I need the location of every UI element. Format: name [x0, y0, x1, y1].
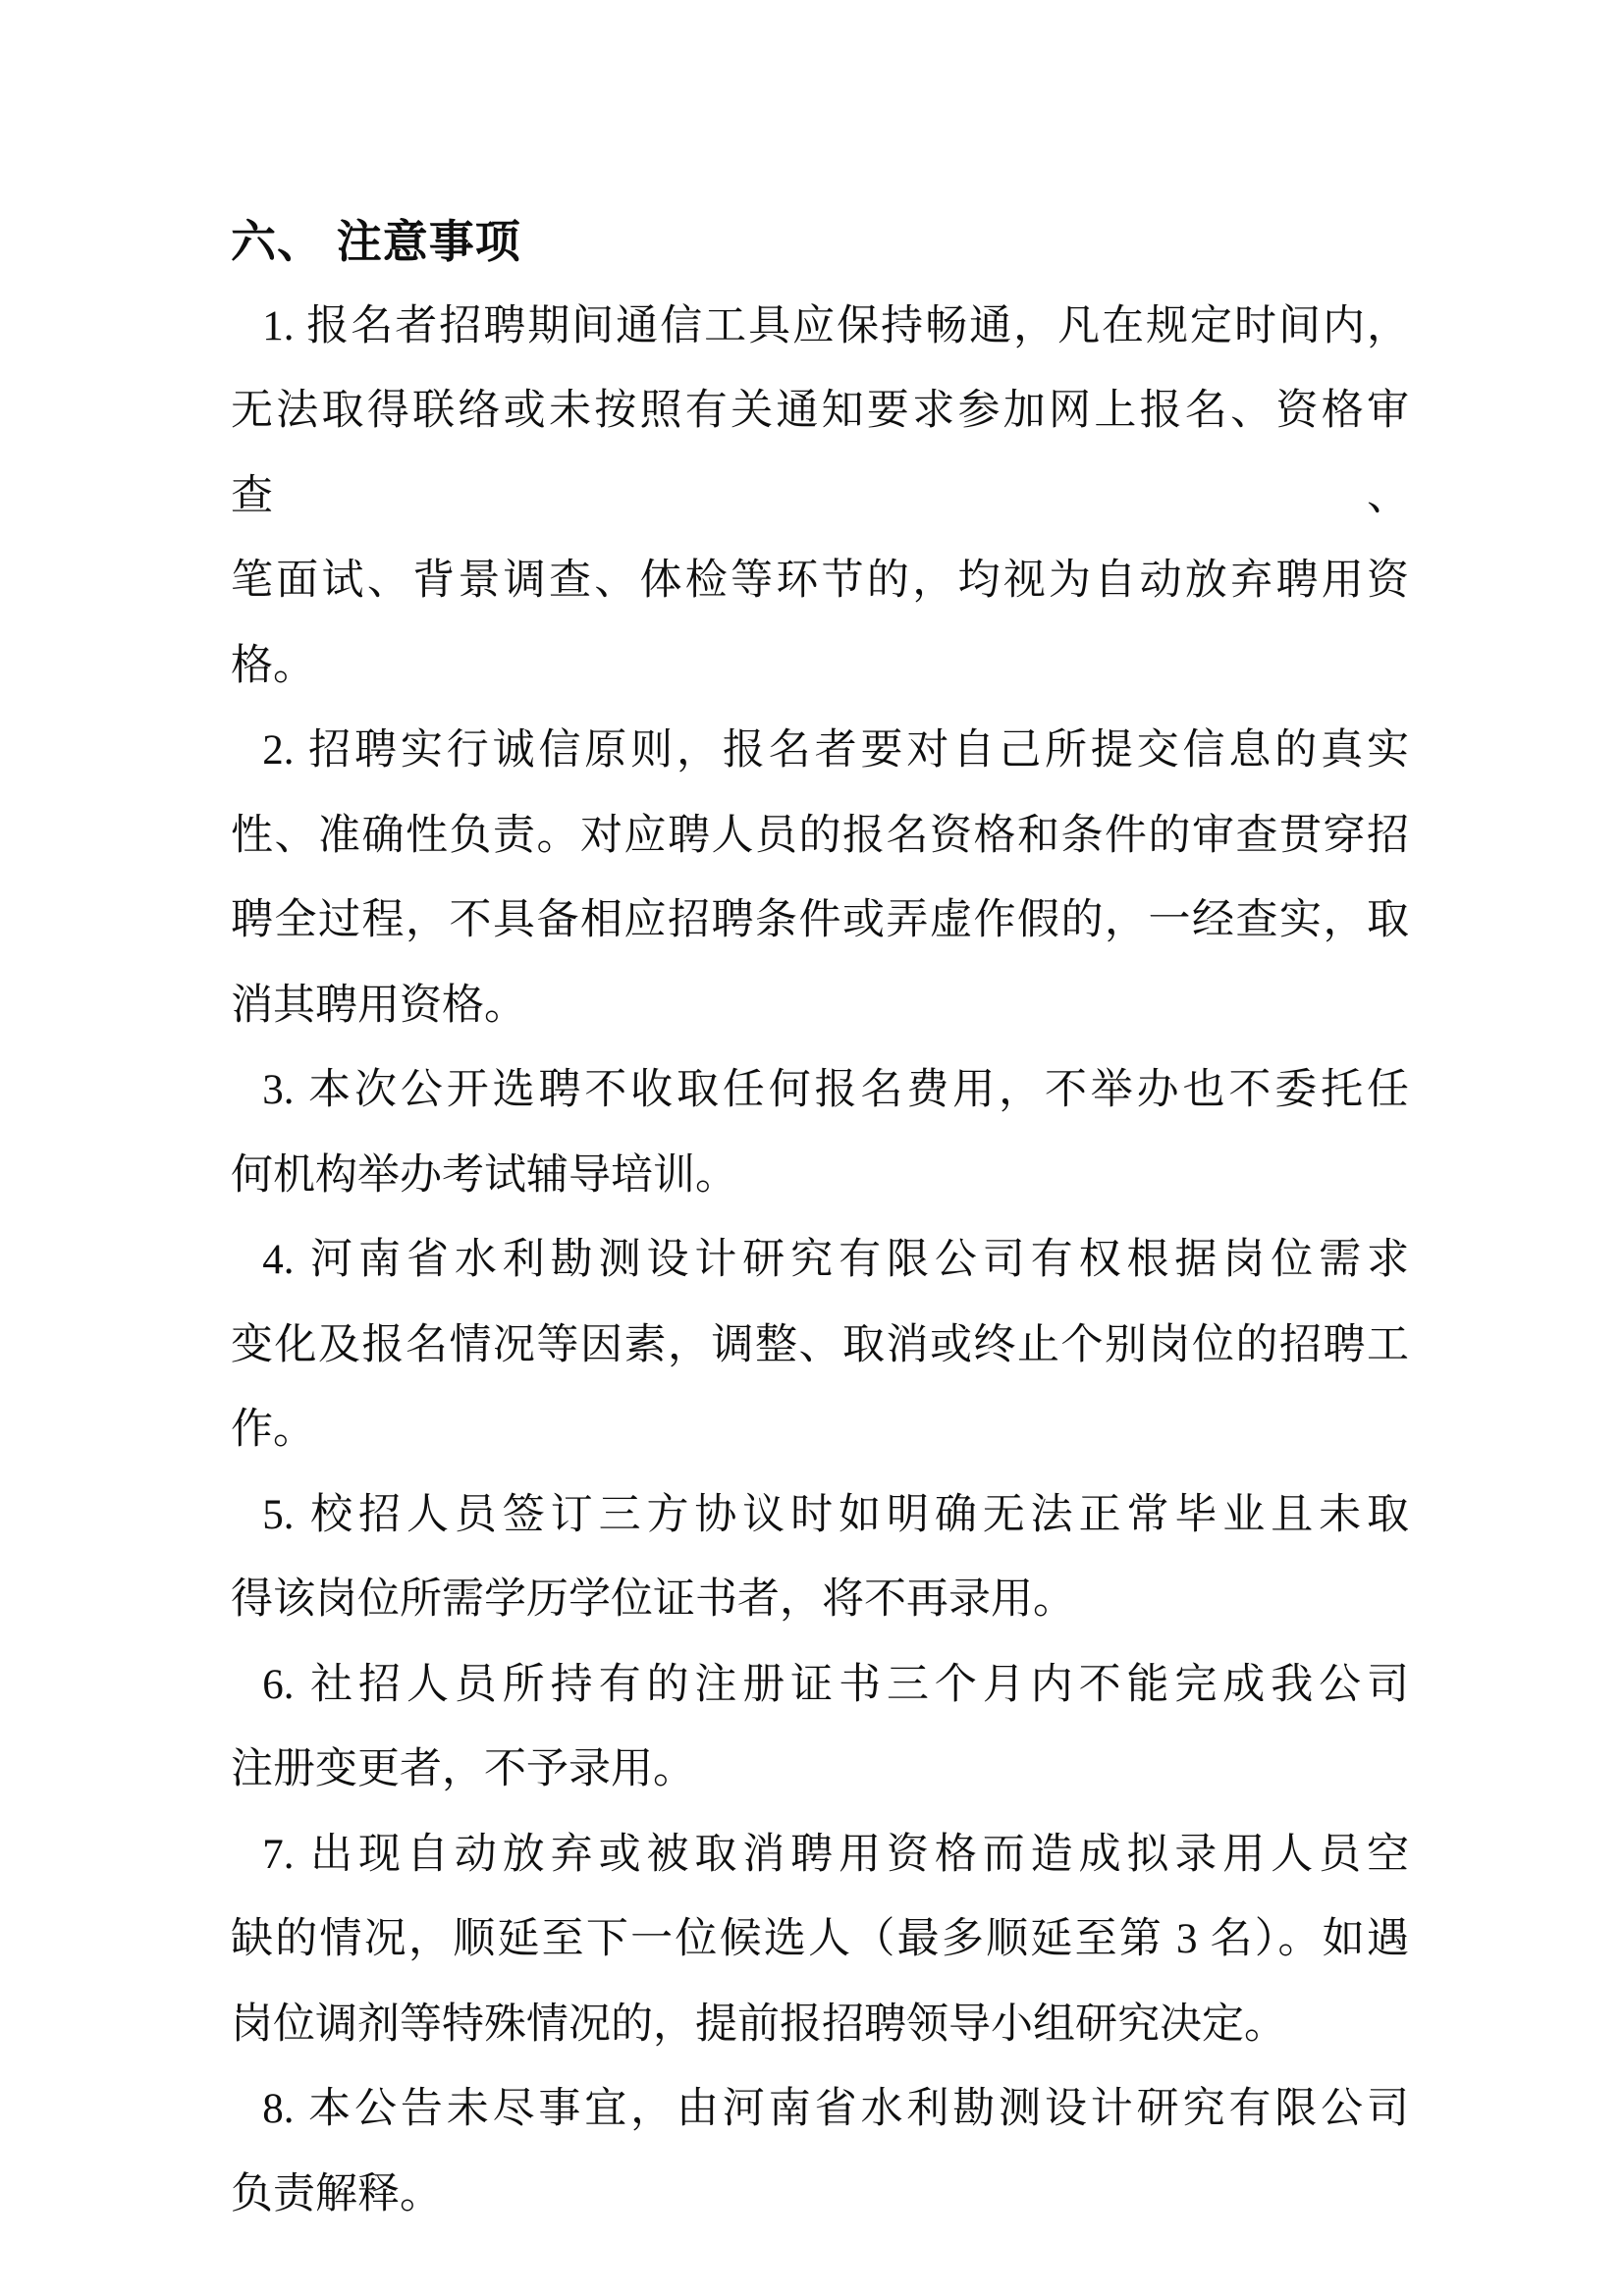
paragraph-notice-5 [231, 1473, 1409, 1643]
text-line: 变化及报名情况等因素，调整、取消或终止个别岗位的招聘工 [231, 1321, 1409, 1368]
paragraph-notice-8 [231, 2067, 1409, 2237]
text-line: 3. 本次公开选聘不收取任何报名费用，不举办也不委托任 [262, 1067, 1409, 1113]
text-line: 5. 校招人员签订三方协议时如明确无法正常毕业且未取 [262, 1491, 1409, 1538]
text-line: 1. 报名者招聘期间通信工具应保持畅通，凡在规定时间内， [262, 302, 1409, 349]
paragraph-notice-3 [231, 1048, 1409, 1218]
text-line: 消其聘用资格。 [231, 982, 526, 1029]
text-line: 缺的情况，顺延至下一位候选人（最多顺延至第 3 名）。如遇 [231, 1916, 1409, 1962]
text-line: 7. 出现自动放弃或被取消聘用资格而造成拟录用人员空 [262, 1831, 1409, 1878]
text-line: 无法取得联络或未按照有关通知要求参加网上报名、资格审查、 [231, 388, 1409, 519]
text-line: 6. 社招人员所持有的注册证书三个月内不能完成我公司 [262, 1661, 1409, 1708]
text-line: 作。 [231, 1407, 315, 1453]
text-line: 注册变更者，不予录用。 [231, 1746, 695, 1792]
text-line: 2. 招聘实行诚信原则，报名者要对自己所提交信息的真实 [262, 727, 1409, 774]
paragraph-notice-6 [231, 1643, 1409, 1813]
text-line: 笔面试、背景调查、体检等环节的，均视为自动放弃聘用资格。 [231, 558, 1409, 689]
text-line: 得该岗位所需学历学位证书者，将不再录用。 [231, 1576, 1075, 1623]
paragraph-notice-2 [231, 709, 1409, 1048]
section-heading: 六、 注意事项 [231, 216, 521, 267]
text-line: 性、准确性负责。对应聘人员的报名资格和条件的审查贯穿招 [231, 812, 1409, 859]
paragraph-notice-1 [231, 285, 1409, 710]
paragraph-notice-4 [231, 1218, 1409, 1473]
text-line: 负责解释。 [231, 2170, 442, 2217]
text-line: 8. 本公告未尽事宜，由河南省水利勘测设计研究有限公司 [262, 2086, 1409, 2132]
paragraph-notice-7 [231, 1813, 1409, 2068]
text-line: 聘全过程，不具备相应招聘条件或弄虚作假的，一经查实，取 [231, 897, 1409, 943]
text-line: 4. 河南省水利勘测设计研究有限公司有权根据岗位需求 [262, 1237, 1409, 1283]
text-line: 岗位调剂等特殊情况的，提前报招聘领导小组研究决定。 [231, 2001, 1286, 2048]
text-line: 何机构举办考试辅导培训。 [231, 1151, 737, 1199]
